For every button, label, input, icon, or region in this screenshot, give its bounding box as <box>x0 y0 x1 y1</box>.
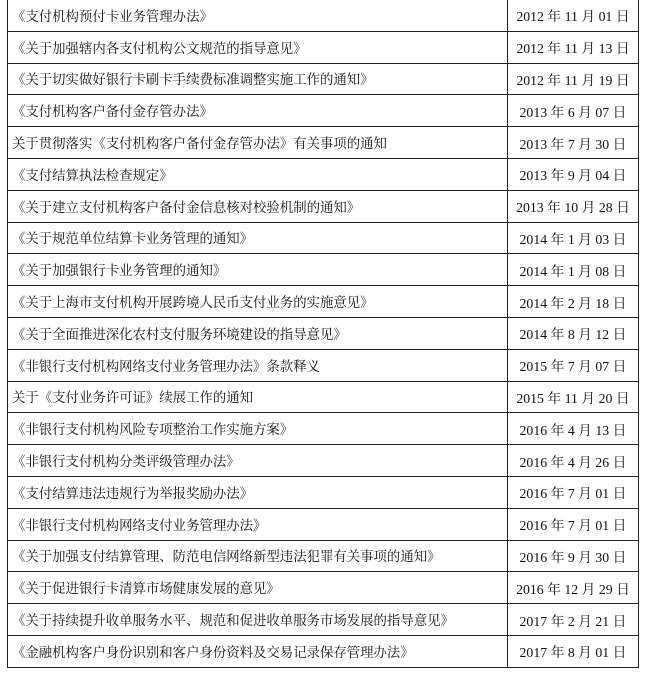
regulation-title: 《非银行支付机构网络支付业务管理办法》 <box>8 508 508 540</box>
regulation-date: 2015 年 7 月 07 日 <box>508 349 639 381</box>
table-row <box>8 381 639 413</box>
regulation-title: 《非银行支付机构风险专项整治工作实施方案》 <box>8 413 508 445</box>
table-row <box>8 0 639 31</box>
regulation-date: 2012 年 11 月 19 日 <box>508 63 639 95</box>
table-row <box>8 508 639 540</box>
regulation-date: 2016 年 12 月 29 日 <box>508 572 639 604</box>
regulation-date: 2016 年 7 月 01 日 <box>508 508 639 540</box>
regulation-date: 2016 年 4 月 26 日 <box>508 445 639 477</box>
table-row <box>8 572 639 604</box>
regulation-title: 关于《支付业务许可证》续展工作的通知 <box>8 381 508 413</box>
table-row <box>8 317 639 349</box>
table-row <box>8 635 639 667</box>
regulation-date: 2013 年 10 月 28 日 <box>508 190 639 222</box>
table-row <box>8 445 639 477</box>
table-row <box>8 476 639 508</box>
table-row <box>8 254 639 286</box>
regulation-title: 《关于持续提升收单服务水平、规范和促进收单服务市场发展的指导意见》 <box>8 604 508 636</box>
regulation-date: 2012 年 11 月 13 日 <box>508 31 639 63</box>
table-row <box>8 31 639 63</box>
regulation-date: 2017 年 8 月 01 日 <box>508 635 639 667</box>
table-row <box>8 540 639 572</box>
regulation-title: 关于贯彻落实《支付机构客户备付金存管办法》有关事项的通知 <box>8 127 508 159</box>
regulation-date: 2016 年 7 月 01 日 <box>508 476 639 508</box>
regulation-title: 《关于全面推进深化农村支付服务环境建设的指导意见》 <box>8 317 508 349</box>
regulation-date: 2013 年 6 月 07 日 <box>508 95 639 127</box>
regulation-title: 《非银行支付机构分类评级管理办法》 <box>8 445 508 477</box>
table-row <box>8 413 639 445</box>
regulations-table-body <box>8 0 639 667</box>
regulation-date: 2012 年 11 月 01 日 <box>508 0 639 31</box>
regulation-date: 2013 年 9 月 04 日 <box>508 158 639 190</box>
regulation-date: 2016 年 4 月 13 日 <box>508 413 639 445</box>
regulation-title: 《关于加强辖内各支付机构公文规范的指导意见》 <box>8 31 508 63</box>
regulations-table <box>7 0 639 668</box>
table-row <box>8 127 639 159</box>
regulation-title: 《关于上海市支付机构开展跨境人民币支付业务的实施意见》 <box>8 286 508 318</box>
table-row <box>8 286 639 318</box>
regulation-date: 2014 年 2 月 18 日 <box>508 286 639 318</box>
regulation-title: 《支付结算违法违规行为举报奖励办法》 <box>8 476 508 508</box>
regulation-title: 《支付机构客户备付金存管办法》 <box>8 95 508 127</box>
regulation-title: 《关于加强银行卡业务管理的通知》 <box>8 254 508 286</box>
regulation-title: 《关于切实做好银行卡刷卡手续费标准调整实施工作的通知》 <box>8 63 508 95</box>
regulation-date: 2013 年 7 月 30 日 <box>508 127 639 159</box>
regulation-title: 《金融机构客户身份识别和客户身份资料及交易记录保存管理办法》 <box>8 635 508 667</box>
regulation-title: 《支付结算执法检查规定》 <box>8 158 508 190</box>
table-row <box>8 63 639 95</box>
table-row <box>8 222 639 254</box>
regulation-date: 2015 年 11 月 20 日 <box>508 381 639 413</box>
regulation-title: 《关于促进银行卡清算市场健康发展的意见》 <box>8 572 508 604</box>
regulation-date: 2014 年 1 月 08 日 <box>508 254 639 286</box>
regulation-title: 《非银行支付机构网络支付业务管理办法》条款释义 <box>8 349 508 381</box>
regulation-title: 《支付机构预付卡业务管理办法》 <box>8 0 508 31</box>
table-row <box>8 604 639 636</box>
regulation-title: 《关于加强支付结算管理、防范电信网络新型违法犯罪有关事项的通知》 <box>8 540 508 572</box>
regulation-title: 《关于规范单位结算卡业务管理的通知》 <box>8 222 508 254</box>
regulation-title: 《关于建立支付机构客户备付金信息核对校验机制的通知》 <box>8 190 508 222</box>
table-row <box>8 95 639 127</box>
regulation-date: 2016 年 9 月 30 日 <box>508 540 639 572</box>
table-row <box>8 158 639 190</box>
regulation-date: 2014 年 8 月 12 日 <box>508 317 639 349</box>
table-row <box>8 349 639 381</box>
table-row <box>8 190 639 222</box>
regulation-date: 2014 年 1 月 03 日 <box>508 222 639 254</box>
regulation-date: 2017 年 2 月 21 日 <box>508 604 639 636</box>
